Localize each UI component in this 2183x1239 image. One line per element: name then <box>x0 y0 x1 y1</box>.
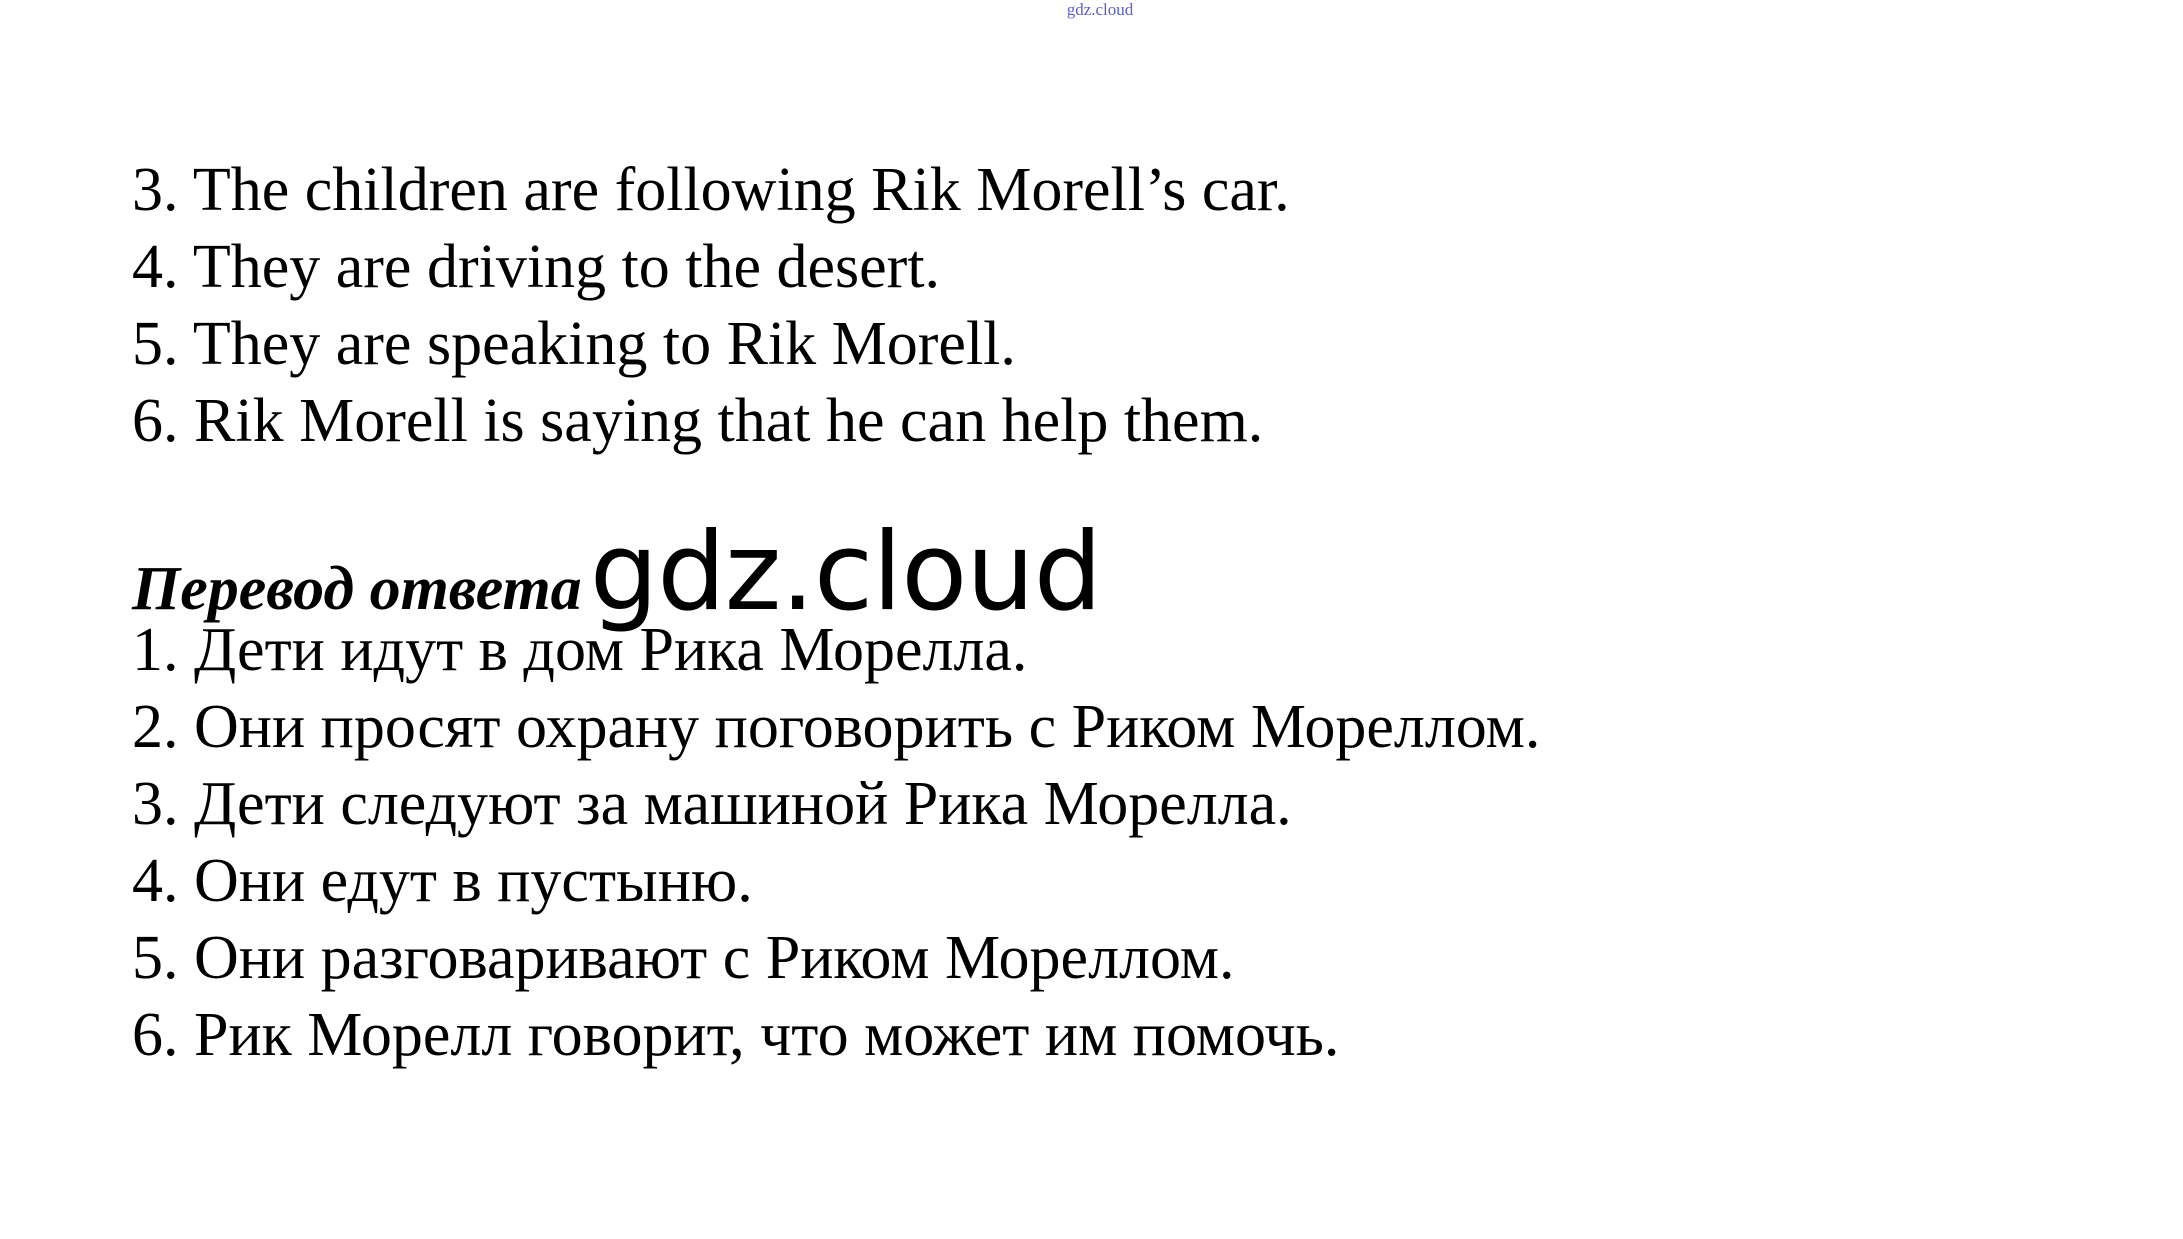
translation-line: 1. Дети идут в дом Рика Морелла. <box>132 616 1028 684</box>
answer-line: 5. They are speaking to Rik Morell. <box>132 310 1016 378</box>
translation-list <box>132 612 2112 1074</box>
translation-heading-text: Перевод ответа <box>132 555 582 623</box>
translation-line: 2. Они просят охрану поговорить с Риком Мореллом. <box>132 693 1541 761</box>
translation-line: 4. Они едут в пустыню. <box>132 847 753 915</box>
answer-line: 3. The children are following Rik Morell’s car. <box>132 156 1290 224</box>
answer-line: 4. They are driving to the desert. <box>132 233 941 301</box>
translation-line: 5. Они разговаривают с Риком Мореллом. <box>132 924 1235 992</box>
translation-line: 3. Дети следуют за машиной Рика Морелла. <box>132 770 1292 838</box>
brand-watermark: gdz.cloud <box>589 510 1102 635</box>
translation-line: 6. Рик Морелл говорит, что может им помочь. <box>132 1001 1340 1069</box>
top-watermark: gdz.cloud <box>1066 0 1134 19</box>
english-answers <box>132 152 2112 460</box>
translation-heading <box>132 510 1102 635</box>
answer-line: 6. Rik Morell is saying that he can help them. <box>132 387 1264 455</box>
